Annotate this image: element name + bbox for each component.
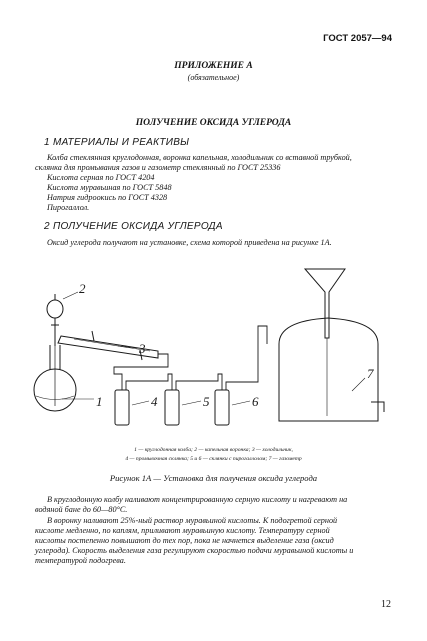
body-line: В круглодонную колбу наливают концентрированную серную кислоту и нагревают на	[47, 495, 348, 504]
section1-line: склянка для промывания газов и газометр стеклянный по ГОСТ 25336	[35, 163, 281, 172]
label-1: 1	[96, 394, 103, 409]
label-6: 6	[252, 394, 259, 409]
body-line: кислоты постепенно повышают до тех пор, пока не начнется выделение газа (оксид	[35, 536, 334, 545]
label-7: 7	[367, 366, 374, 381]
standard-id: ГОСТ 2057—94	[323, 33, 392, 44]
annex-title: ПРИЛОЖЕНИЕ А	[174, 61, 253, 71]
body-line: водяной бане до 60—80°С.	[35, 505, 128, 514]
section1-line: Кислота муравьиная по ГОСТ 5848	[47, 183, 172, 192]
page-number: 12	[381, 599, 391, 610]
body-line: В воронку наливают 25%-ный раствор муравьиной кислоты. К подогретой серной	[47, 516, 338, 525]
section1-line: Колба стеклянная круглодонная, воронка капельная, холодильник со вставной трубкой,	[47, 153, 352, 162]
apparatus-diagram	[22, 266, 392, 438]
body-line: кислоте медленно, по каплям, приливают муравьиную кислоту. Температуру серной	[35, 526, 330, 535]
section2-intro: Оксид углерода получают на установке, схема которой приведена на рисунке 1А.	[47, 238, 332, 247]
section1-heading: 1 МАТЕРИАЛЫ И РЕАКТИВЫ	[44, 137, 190, 148]
body-line: углерода). Скорость выделения газа регулируют скоростью подачи муравьиной кислоты и	[35, 546, 354, 555]
annex-note: (обязательное)	[187, 73, 240, 82]
round-bottom-flask-icon	[34, 336, 76, 411]
label-5: 5	[203, 394, 210, 409]
figure-legend-line1: 1 — круглодонная колба; 2 — капельная воронка; 3 — холодильник,	[134, 447, 293, 453]
figure-legend-line2: 4 — промывочная склянка; 5 и 6 — склянки с пирогаллолом; 7 — газометр	[125, 456, 302, 462]
section1-line: Кислота серная по ГОСТ 4204	[47, 173, 155, 182]
figure-caption: Рисунок 1А — Установка для получения оксида углерода	[109, 473, 318, 483]
label-2: 2	[79, 281, 86, 296]
document-title: ПОЛУЧЕНИЕ ОКСИДА УГЛЕРОДА	[135, 118, 292, 128]
section1-line: Пирогаллол.	[47, 203, 90, 212]
gasometer-icon	[279, 269, 384, 421]
section1-line: Натрия гидроокись по ГОСТ 4328	[47, 193, 168, 202]
label-3: 3	[139, 341, 146, 356]
label-4: 4	[151, 394, 158, 409]
body-line: температурой подогрева.	[35, 556, 126, 565]
section2-heading: 2 ПОЛУЧЕНИЕ ОКСИДА УГЛЕРОДА	[44, 221, 223, 232]
